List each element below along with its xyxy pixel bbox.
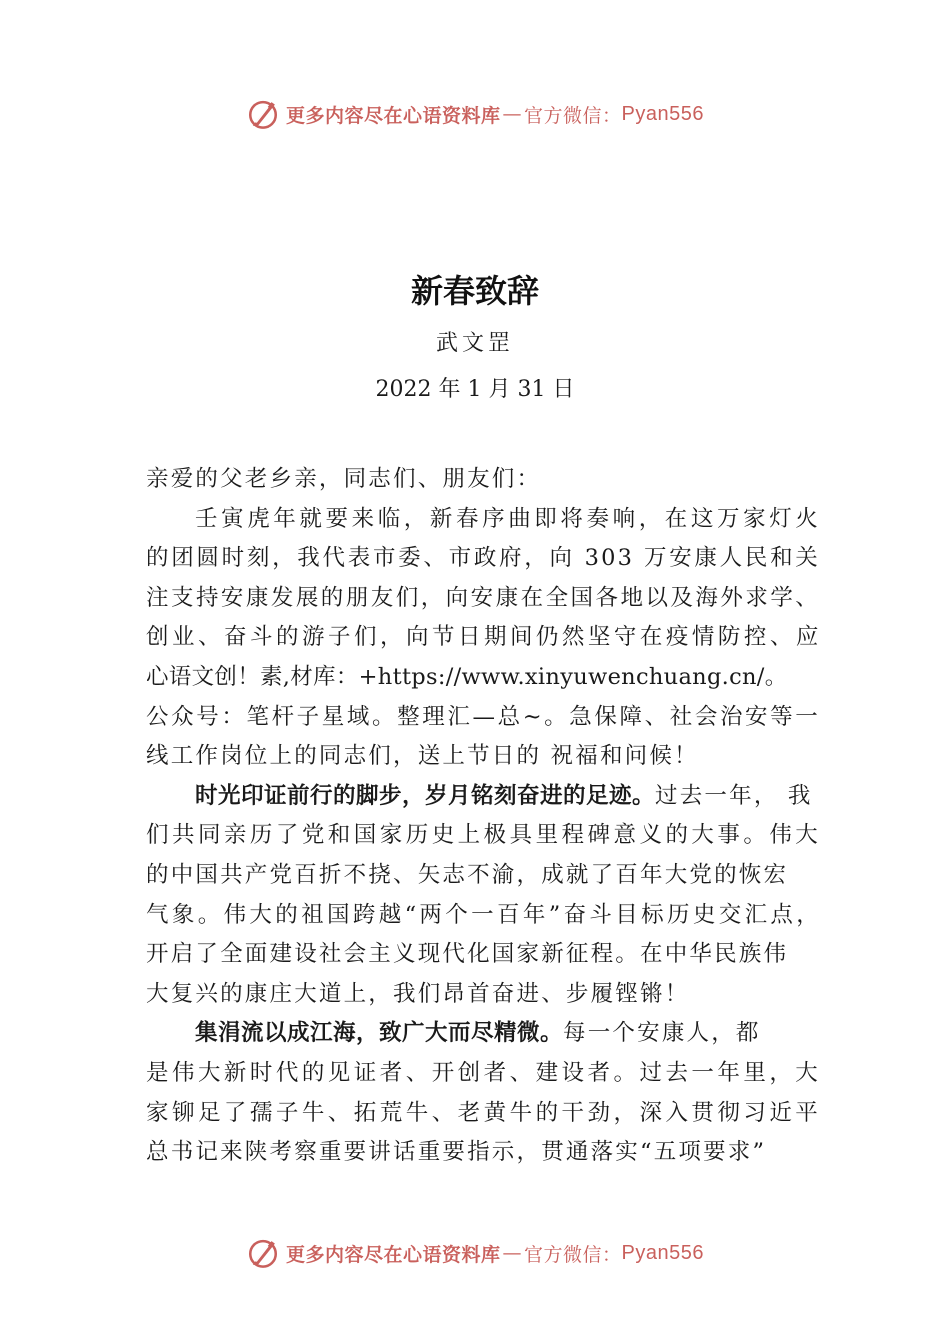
footer-banner [0, 1233, 950, 1273]
banner-wechat-id: Pyan556 [621, 1241, 704, 1264]
paragraph-line: 注支持安康发展的朋友们，向安康在全国各地以及海外求学、 [146, 584, 820, 611]
paragraph-3 [146, 1014, 820, 1172]
banner-brand: 更多内容尽在心语资料库 [286, 1243, 501, 1266]
paragraph-line-rest: 过去一年， 我 [655, 782, 813, 809]
paragraph-line: 是伟大新时代的见证者、开创者、建设者。过去一年里，大 [146, 1059, 820, 1086]
paragraph-line: 总书记来陕考察重要讲话重要指示，贯通落实“五项要求” [146, 1139, 767, 1166]
paragraph-line-rest: 每一个安康人，都 [563, 1020, 761, 1047]
paragraph-line: 创业、奋斗的游子们，向节日期间仍然坚守在疫情防控、应 [146, 624, 820, 651]
document-date: 2022 年 1 月 31 日 [375, 377, 575, 402]
banner-separator: — [502, 103, 523, 125]
paragraph-line: 气象。伟大的祖国跨越“两个一百年”奋斗目标历史交汇点， [146, 901, 820, 928]
banner-separator: — [502, 1242, 523, 1264]
document-body [146, 460, 820, 1173]
document-author: 武文罡 [435, 331, 514, 356]
quill-logo-icon [246, 1236, 280, 1270]
banner-wechat-id: Pyan556 [621, 102, 704, 125]
paragraph-first-line [146, 1014, 820, 1054]
banner-wechat-label: 官方微信： [524, 1243, 622, 1266]
paragraph-first-line [146, 777, 820, 817]
quill-logo-icon [246, 97, 280, 131]
paragraph-line: 家铆足了孺子牛、拓荒牛、老黄牛的干劲，深入贯彻习近平 [146, 1099, 820, 1126]
paragraph-line: 的中国共产党百折不挠、矢志不渝，成就了百年大党的恢宏 [146, 861, 789, 888]
paragraph-line: 壬寅虎年就要来临，新春序曲即将奏响，在这万家灯火 [195, 505, 820, 532]
paragraph-line: 开启了全面建设社会主义现代化国家新征程。在中华民族伟 [146, 941, 789, 968]
banner-wechat-label: 官方微信： [524, 104, 622, 127]
greeting: 亲爱的父老乡亲，同志们、朋友们： [146, 466, 542, 492]
paragraph-1 [146, 500, 820, 777]
paragraph-line: 线工作岗位上的同志们，送上节日的 祝福和问候！ [146, 743, 699, 770]
paragraph-lead: 时光印证前行的脚步，岁月铭刻奋进的足迹。 [195, 782, 656, 809]
paragraph-lead: 集涓流以成江海，致广大而尽精微。 [195, 1020, 564, 1047]
paragraph-2 [146, 777, 820, 1015]
paragraph-line: 心语文创！素,材库：+https://www.xinyuwenchuang.cn/。 [146, 663, 788, 690]
paragraph-line: 公众号：笔杆子星域。整理汇—总~。急保障、社会治安等一 [146, 703, 820, 730]
paragraph-line: 大复兴的康庄大道上，我们昂首奋进、步履铿锵！ [146, 980, 690, 1007]
header-banner [0, 94, 950, 134]
paragraph-line: 们共同亲历了党和国家历史上极具里程碑意义的大事。伟大 [146, 822, 820, 849]
banner-brand: 更多内容尽在心语资料库 [286, 104, 501, 127]
paragraph-line: 的团圆时刻，我代表市委、市政府，向 303 万安康人民和关 [146, 545, 820, 572]
document-title: 新春致辞 [410, 272, 539, 310]
